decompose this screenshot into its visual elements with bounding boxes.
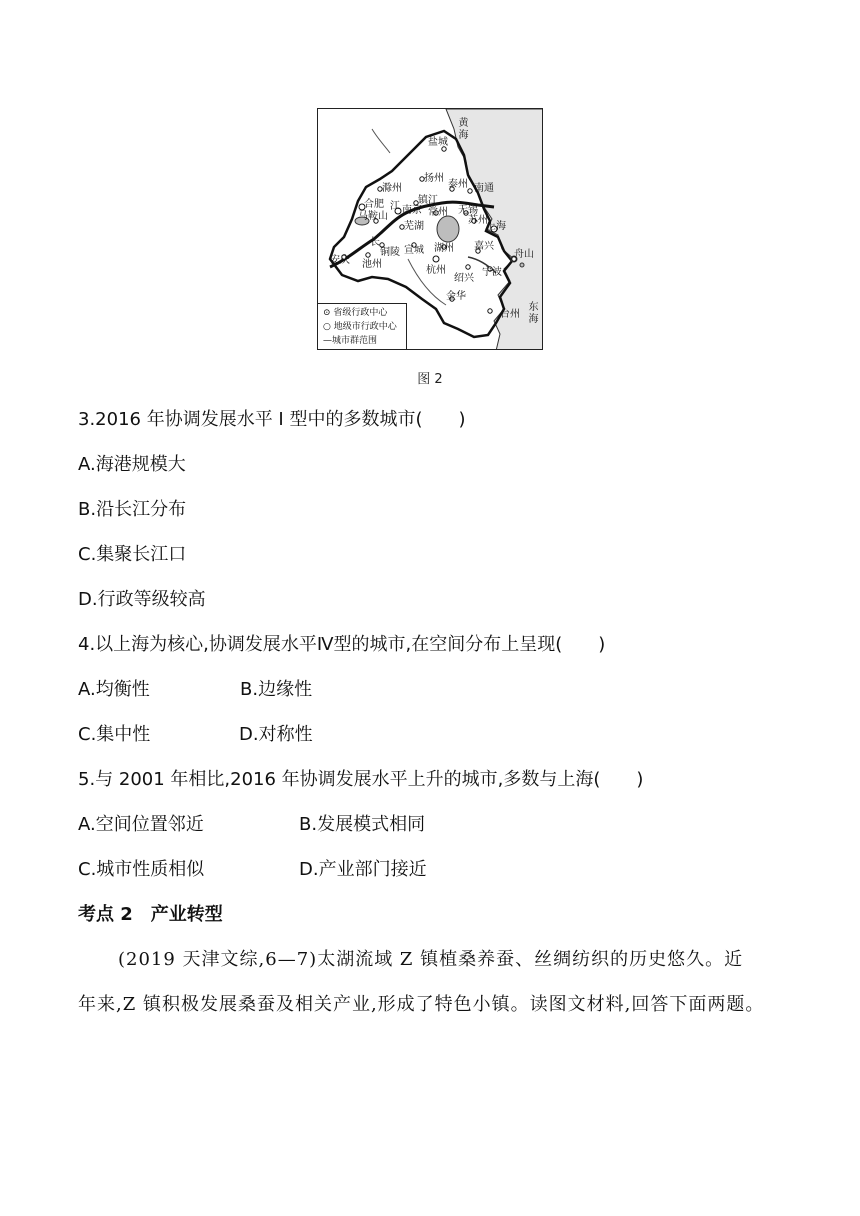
map-label-xuancheng: 宣城 (404, 245, 424, 256)
provincial-center-icon: ⊙ (323, 308, 331, 318)
map-label-tongling: 铜陵 (380, 247, 400, 258)
inland-river (372, 129, 390, 153)
map-label-nantong: 南通 (474, 183, 494, 194)
question-3-option-b: B.沿长江分布 (78, 499, 187, 520)
taihu-lake (437, 216, 459, 242)
question-5-option-b: B.发展模式相同 (299, 814, 426, 835)
question-5-stem: 5.与 2001 年相比,2016 年协调发展水平上升的城市,多数与上海( ) (78, 769, 644, 790)
map-label-chuzhou: 滁州 (382, 183, 402, 194)
map-label-chizhou: 池州 (362, 259, 382, 270)
legend-provincial-label: 省级行政中心 (333, 308, 388, 318)
map-label-huzhou: 湖州 (434, 243, 454, 254)
map-label-changzhou: 常州 (428, 207, 448, 218)
map-label-suzhou: 苏州 (468, 215, 488, 226)
legend-boundary-label: 城市群范围 (332, 336, 378, 346)
map-label-nanjing: 南京 (402, 205, 422, 216)
question-4-option-c: C.集中性 (78, 724, 151, 745)
question-4-option-a: A.均衡性 (78, 679, 150, 700)
map-label-donghai: 东海 (526, 301, 537, 325)
map-label-yancheng: 盐城 (428, 137, 448, 148)
map-label-zhenjiang: 镇江 (418, 195, 438, 206)
yangtze-delta-city-cluster-map (317, 108, 543, 350)
map-label-shanghai: 上海 (486, 221, 506, 232)
question-4-stem: 4.以上海为核心,协调发展水平Ⅳ型的城市,在空间分布上呈现( ) (78, 634, 606, 655)
city-marker (468, 189, 472, 193)
map-label-anqing: 安庆 (330, 255, 350, 266)
city-marker-provincial (433, 256, 439, 262)
map-label-wuxi: 无锡 (458, 205, 478, 216)
question-5-option-d: D.产业部门接近 (299, 859, 427, 880)
section-intro-line-2: 年来,Z 镇积极发展桑蚕及相关产业,形成了特色小镇。读图文材料,回答下面两题。 (78, 994, 765, 1015)
city-marker (488, 309, 492, 313)
question-5-option-a: A.空间位置邻近 (78, 814, 204, 835)
boundary-line-icon: — (323, 336, 332, 346)
map-label-jiaxing: 嘉兴 (474, 241, 494, 252)
map-legend (318, 303, 407, 350)
zhoushan-island (520, 263, 524, 267)
legend-prefectural (323, 322, 397, 332)
question-3-option-a: A.海港规模大 (78, 454, 186, 475)
legend-provincial (323, 308, 387, 318)
map-label-ningbo: 宁波 (482, 267, 502, 278)
map-label-chang: 长 (370, 237, 380, 248)
map-label-jiang: 江 (390, 201, 400, 212)
map-label-zhoushan: 舟山 (514, 249, 534, 260)
figure-caption: 图 2 (417, 372, 443, 387)
section-intro-line-1: (2019 天津文综,6—7)太湖流域 Z 镇植桑养蚕、丝绸纺织的历史悠久。近 (118, 949, 744, 970)
map-label-taizhou-js: 泰州 (448, 179, 468, 190)
question-4-option-d: D.对称性 (239, 724, 313, 745)
map-label-hefei: 合肥 (364, 199, 384, 210)
legend-boundary (323, 336, 377, 346)
question-4-option-b: B.边缘性 (240, 679, 313, 700)
prefectural-center-icon: ○ (323, 322, 331, 332)
map-label-maanshan: 马鞍山 (358, 211, 388, 222)
map-label-jinhua: 金华 (446, 291, 466, 302)
map-label-yangzhou: 扬州 (424, 173, 444, 184)
map-label-taizhou-zj: 台州 (500, 309, 520, 320)
question-3-option-c: C.集聚长江口 (78, 544, 187, 565)
map-label-wuhu: 芜湖 (404, 221, 424, 232)
city-marker (366, 253, 370, 257)
question-5-option-c: C.城市性质相似 (78, 859, 205, 880)
question-3-option-d: D.行政等级较高 (78, 589, 206, 610)
map-label-shaoxing: 绍兴 (454, 273, 474, 284)
map-label-hangzhou: 杭州 (426, 265, 446, 276)
map-label-huanghai: 黄海 (456, 117, 467, 141)
city-marker (466, 265, 470, 269)
legend-prefectural-label: 地级市行政中心 (333, 322, 397, 332)
section-heading: 考点 2 产业转型 (78, 904, 223, 925)
question-3-stem: 3.2016 年协调发展水平 I 型中的多数城市( ) (78, 409, 466, 430)
